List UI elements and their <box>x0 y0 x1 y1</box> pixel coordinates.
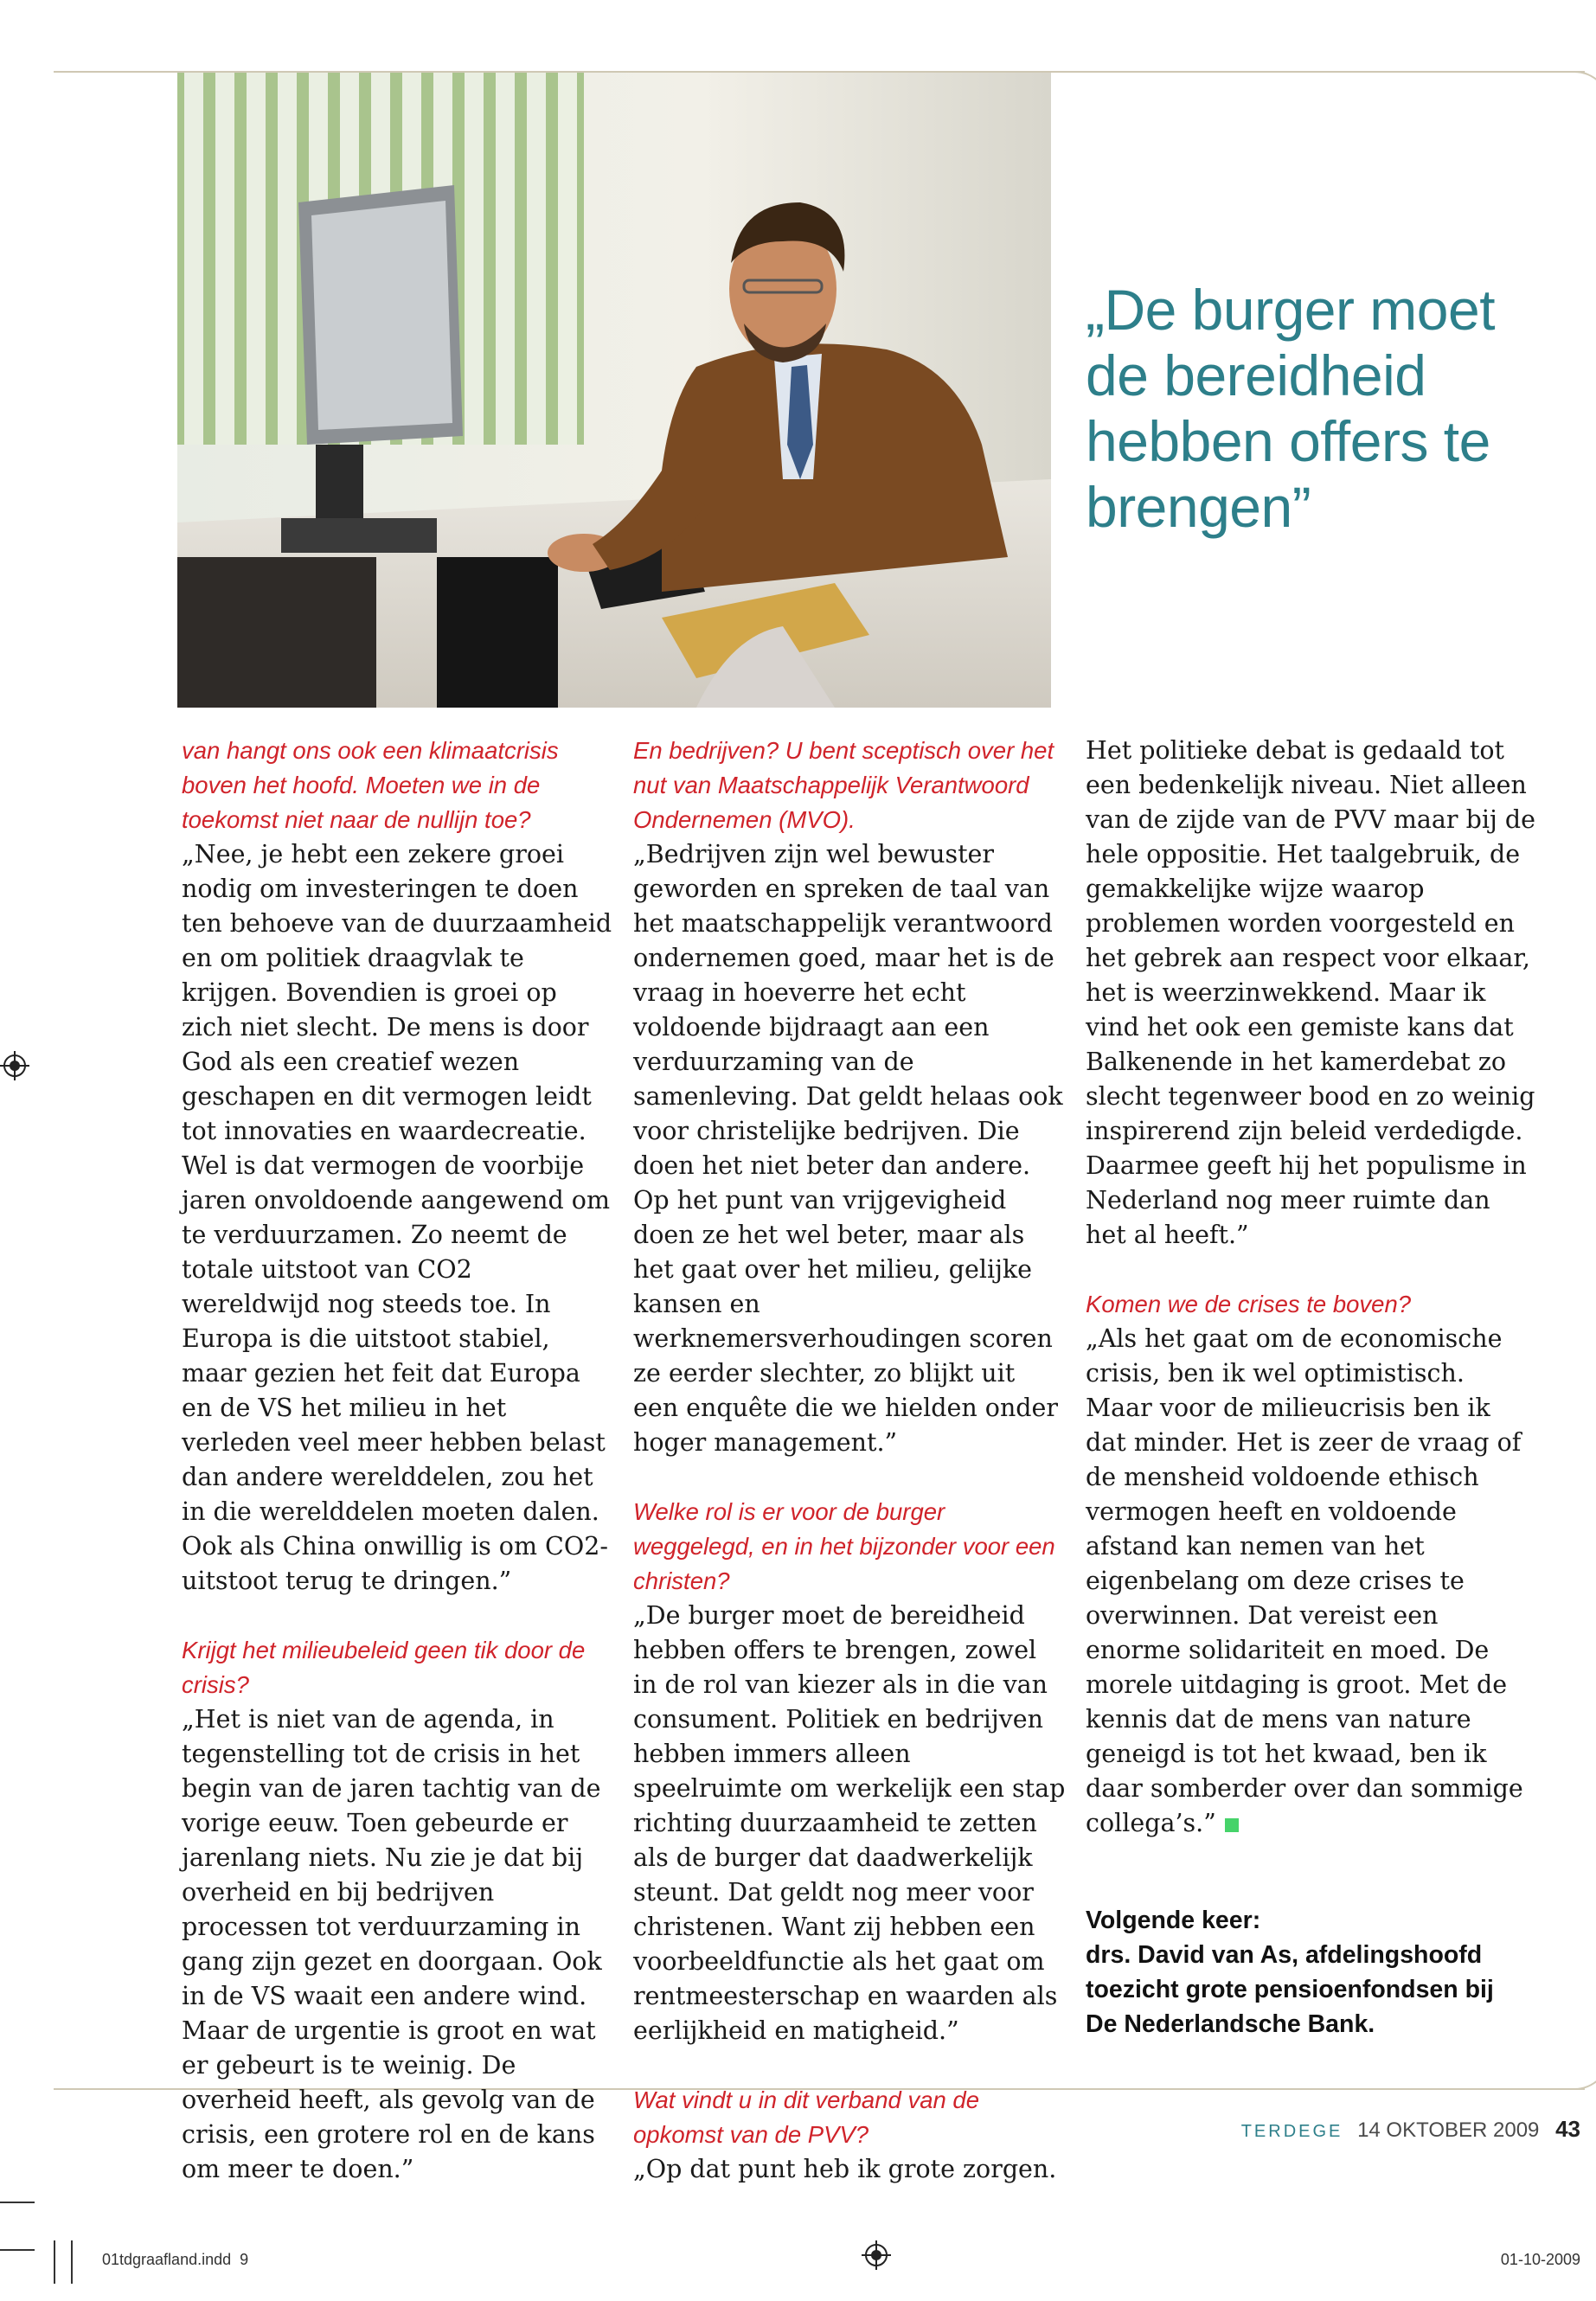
page-footer <box>1241 2116 1580 2143</box>
print-slug-file <box>102 2251 248 2269</box>
registration-mark-icon <box>862 2240 891 2270</box>
paragraph-gap <box>182 1599 614 1633</box>
paragraph-gap <box>1086 1253 1535 1287</box>
paragraph-text: „Het is niet van de agenda, in tegenstelling tot de crisis in het begin van de jaren tachtig van de vorige eeuw. Toen gebeurde er jarenlang niets. Nu zie je dat bij overheid en bij bedrijven processen tot verduurzaming in gang zijn gezet en doorgaan. Ook in de VS waait een andere wind. Maar de urgentie is groot en wat er gebeurt is te weinig. De overheid heeft, als gevolg van de crisis, een grotere rol en de kans om meer te doen.” <box>182 1705 602 2183</box>
paragraph-gap <box>633 1460 1066 1495</box>
paragraph-text: Krijgt het milieubeleid geen tik door de crisis? <box>182 1637 586 1698</box>
paragraph-text: van hangt ons ook een klimaatcrisis boven het hoofd. Moeten we in de toekomst niet naar de nullijn toe? <box>182 737 559 833</box>
interview-answer <box>1086 1322 1535 1841</box>
registration-mark-icon <box>0 1051 29 1080</box>
interview-answer <box>182 837 614 1599</box>
page-number: 43 <box>1555 2116 1580 2142</box>
article-photo <box>177 73 1051 708</box>
next-issue-line: drs. David van As, afdelingshoofd <box>1086 1941 1483 1969</box>
next-issue-line: toezicht grote pensioenfondsen bij <box>1086 1976 1494 2003</box>
paragraph-text: Het politieke debat is gedaald tot een bedenkelijk niveau. Niet alleen van de zijde van de PVV maar bij de hele oppositie. Het taalgebruik, de gemakkelijke wijze waarop problemen worden voorgesteld en het gebrek aan respect voor elkaar, het is weerzinwekkend. Maar ik vind het ook een gemiste kans dat Balkenende in het kamerdebat zo slecht tegenweer bood en zo weinig inspirerend zijn beleid verdedigde. Daarmee geeft hij het populisme in Nederland nog meer ruimte dan het al heeft.” <box>1086 736 1535 1249</box>
paragraph-gap <box>633 2048 1066 2083</box>
interview-answer <box>633 837 1066 1460</box>
crop-mark <box>54 2240 55 2284</box>
interview-question <box>633 1495 1066 1599</box>
next-issue-line: De Nederlandsche Bank. <box>1086 2010 1375 2038</box>
column-2 <box>633 734 1066 2187</box>
next-issue-label: Volgende keer: <box>1086 1907 1261 1934</box>
interview-question <box>182 734 614 837</box>
print-slug-date: 01-10-2009 <box>1500 2251 1580 2268</box>
paragraph-text: Welke rol is er voor de burger weggelegd, en in het bijzonder voor een christen? <box>633 1498 1055 1594</box>
interview-question <box>633 734 1066 837</box>
slug-filename: 01tdgraafland.indd <box>102 2251 232 2268</box>
column-3 <box>1086 734 1535 1841</box>
interview-question <box>633 2083 1066 2152</box>
crop-mark <box>0 2249 35 2251</box>
interview-answer <box>633 2152 1066 2187</box>
interview-answer <box>182 1702 614 2187</box>
crop-mark <box>71 2240 73 2284</box>
paragraph-text: Wat vindt u in dit verband van de opkomst van de PVV? <box>633 2086 980 2148</box>
magazine-name: TERDEGE <box>1240 2122 1343 2141</box>
issue-date: 14 OKTOBER 2009 <box>1357 2118 1540 2142</box>
interview-question <box>1086 1287 1535 1322</box>
top-rule-corner <box>1557 71 1596 107</box>
interview-question <box>182 1633 614 1702</box>
interview-answer <box>633 1599 1066 2048</box>
paragraph-text: „Bedrijven zijn wel bewuster geworden en spreken de taal van het maatschappelijk verantwoord ondernemen goed, maar het is de vraag in hoeverre het echt voldoende bijdraagt aan een verduurzaming van de samenleving. Dat geldt helaas ook voor christelijke bedrijven. Die doen het niet beter dan andere. Op het punt van vrijgevigheid doen ze het wel beter, maar als het gaat over het milieu, gelijke kansen en werknemersverhoudingen scoren ze eerder slechter, zo blijkt uit een enquête die we hielden onder hoger management.” <box>633 840 1063 1457</box>
paragraph-text: „Als het gaat om de economische crisis, ben ik wel optimistisch. Maar voor de milieucrisis ben ik dat minder. Het is zeer de vraag of de mensheid voldoende ethisch vermogen heeft en voldoende afstand kan nemen van het eigenbelang om deze crises te overwinnen. Dat vereist een enorme solidariteit en moed. De morele uitdaging is groot. Met de kennis dat de mens van nature geneigd is tot het kwaad, ben ik daar somberder over dan sommige collega’s.” <box>1086 1324 1523 1837</box>
paragraph-text: „Nee, je hebt een zekere groei nodig om investeringen te doen ten behoeve van de duurzaamheid en om politiek draagvlak te krijgen. Bovendien is groei op zich niet slecht. De mens is door God als een creatief wezen geschapen en dit vermogen leidt tot innovaties en waardecreatie. Wel is dat vermogen de voorbije jaren onvoldoende aangewend om te verduurzamen. Zo neemt de totale uitstoot van CO2 wereldwijd nog steeds toe. In Europa is die uitstoot stabiel, maar gezien het feit dat Europa en de VS het milieu in het verleden veel meer hebben belast dan andere werelddelen, zou het in die werelddelen moeten dalen. Ook als China onwillig is om CO2-uitstoot terug te dringen.” <box>182 840 612 1595</box>
bottom-rule-corner <box>1557 2054 1596 2090</box>
crop-mark <box>0 2202 35 2203</box>
paragraph-text: „Op dat punt heb ik grote zorgen. <box>633 2155 1057 2183</box>
pull-quote: „De burger moet de bereidheid hebben offers te brengen” <box>1086 278 1496 539</box>
column-1 <box>182 734 614 2187</box>
next-issue-teaser <box>1086 1903 1587 2041</box>
end-of-article-icon <box>1225 1818 1239 1832</box>
paragraph-text: Komen we de crises te boven? <box>1086 1291 1412 1317</box>
interview-answer <box>1086 734 1535 1253</box>
paragraph-text: „De burger moet de bereidheid hebben offers te brengen, zowel in de rol van kiezer als in die van consument. Politiek en bedrijven hebben immers alleen speelruimte om werkelijk een stap richting duurzaamheid te zetten als de burger dat daadwerkelijk steunt. Dat geldt nog meer voor christenen. Want zij hebben een voorbeeldfunctie als het gaat om rentmeesterschap en waarden als eerlijkheid en matigheid.” <box>633 1601 1066 2045</box>
slug-page: 9 <box>240 2251 249 2268</box>
paragraph-text: En bedrijven? U bent sceptisch over het nut van Maatschappelijk Verantwoord Ondernemen (MVO). <box>633 737 1054 833</box>
